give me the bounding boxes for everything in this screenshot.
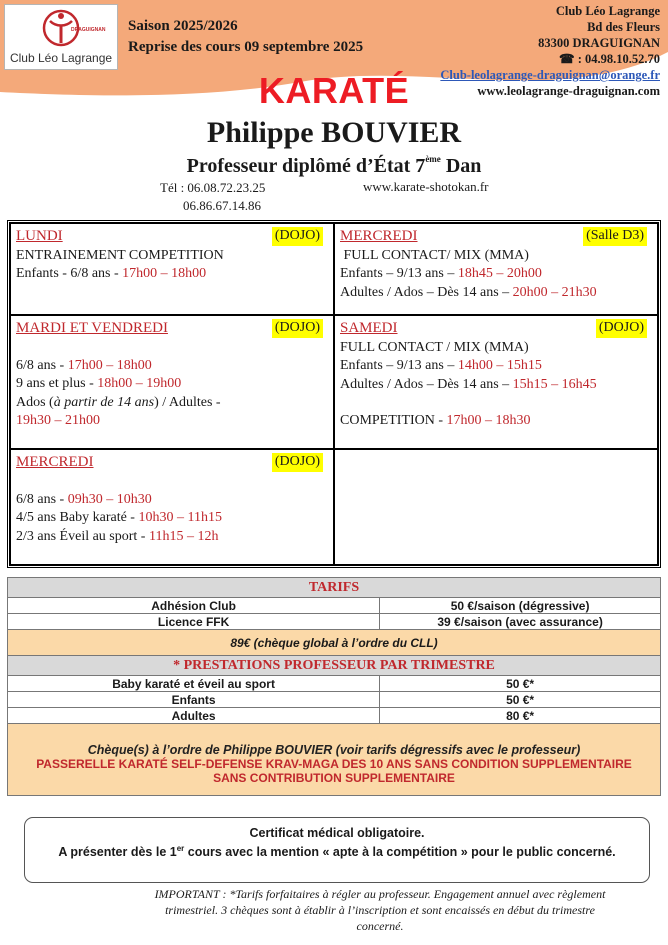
club-email-link[interactable]: Club-leolagrange-draguignan@orange.fr: [440, 68, 660, 82]
schedule-mardi-vendredi: MARDI ET VENDREDI (DOJO) 6/8 ans - 17h00 – 18h00 9 ans et plus - 18h00 – 19h00 Ados (à partir de 14 ans) / Adultes - 19h30 – 21h00: [10, 315, 334, 449]
phone-1: Tél : 06.08.72.23.25: [160, 180, 266, 195]
club-phone: ☎ : 04.98.10.52.70: [559, 52, 660, 66]
schedule-lundi: LUNDI (DOJO) ENTRAINEMENT COMPETITION Enfants - 6/8 ans - 17h00 – 18h00: [10, 223, 334, 315]
certificate-title: Certificat médical obligatoire.: [249, 826, 425, 840]
tarifs-note: Chèque(s) à l’ordre de Philippe BOUVIER (voir tarifs dégressifs avec le professeur) PASSERELLE KARATÉ SELF-DEFENSE KRAV-MAGA DES 10 ANS SANS CONDITION SUPPLEMENTAIRE SANS CONTRIBUTION SUPPLEMENTAIRE: [8, 724, 661, 796]
table-row: Adultes 80 €*: [8, 708, 661, 724]
club-city: 83300 DRAGUIGNAN: [538, 36, 660, 50]
table-row: Baby karaté et éveil au sport 50 €*: [8, 676, 661, 692]
club-street: Bd des Fleurs: [587, 20, 660, 34]
instructor-website: www.karate-shotokan.fr: [363, 179, 489, 194]
room-badge: (Salle D3): [583, 227, 647, 246]
contact-phones: [160, 179, 265, 215]
tarifs-table: [7, 577, 661, 796]
season-restart: Reprise des cours 09 septembre 2025: [128, 39, 364, 55]
schedule-samedi: SAMEDI (DOJO) FULL CONTACT / MIX (MMA) Enfants – 9/13 ans – 14h00 – 15h15 Adultes / Ados – Dès 14 ans – 15h15 – 16h45 COMPETITION - 17h00 – 18h30: [334, 315, 658, 449]
club-website: www.leolagrange-draguignan.com: [477, 84, 660, 98]
medical-certificate-box: [24, 817, 650, 883]
schedule-empty-cell: [334, 449, 658, 565]
instructor-diploma: Professeur diplômé d’État 7ème Dan: [186, 154, 482, 177]
important-notice: IMPORTANT : *Tarifs forfaitaires à régler au professeur. Engagement annuel avec règlement trimestriel. 3 chèques sont à établir à l’inscription et sont encaissés en début du trimestre concerné.: [154, 887, 606, 933]
room-badge: (DOJO): [272, 319, 323, 338]
table-row: Licence FFK 39 €/saison (avec assurance): [8, 614, 661, 630]
room-badge: (DOJO): [272, 227, 323, 246]
table-row: Adhésion Club 50 €/saison (dégressive): [8, 598, 661, 614]
season-info: [128, 16, 363, 58]
tarifs-global: 89€ (chèque global à l’ordre du CLL): [8, 630, 661, 656]
tarifs-header: TARIFS: [8, 578, 661, 598]
schedule-mercredi-d3: MERCREDI (Salle D3) FULL CONTACT/ MIX (MMA) Enfants – 9/13 ans – 18h45 – 20h00 Adultes / Ados – Dès 14 ans – 20h00 – 21h30: [334, 223, 658, 315]
certificate-text: A présenter dès le 1er cours avec la mention « apte à la compétition » pour le public concerné.: [58, 844, 616, 860]
room-badge: (DOJO): [596, 319, 647, 338]
room-badge: (DOJO): [272, 453, 323, 472]
page-title: KARATÉ: [258, 70, 410, 111]
club-logo: [4, 4, 118, 70]
schedule-mercredi-dojo: MERCREDI (DOJO) 6/8 ans - 09h30 – 10h30 4/5 ans Baby karaté - 10h30 – 11h15 2/3 ans Éveil au sport - 11h15 – 12h: [10, 449, 334, 565]
instructor-name: Philippe BOUVIER: [206, 116, 462, 149]
club-name: Club Léo Lagrange: [555, 4, 660, 18]
prestations-header: * PRESTATIONS PROFESSEUR PAR TRIMESTRE: [8, 656, 661, 676]
schedule-grid: [7, 220, 661, 568]
phone-2: 06.86.67.14.86: [183, 198, 261, 213]
logo-name: Club Léo Lagrange: [9, 51, 113, 65]
season-year: Saison 2025/2026: [128, 18, 238, 34]
logo-city: DRAGUIGNAN: [71, 27, 106, 33]
table-row: Enfants 50 €*: [8, 692, 661, 708]
